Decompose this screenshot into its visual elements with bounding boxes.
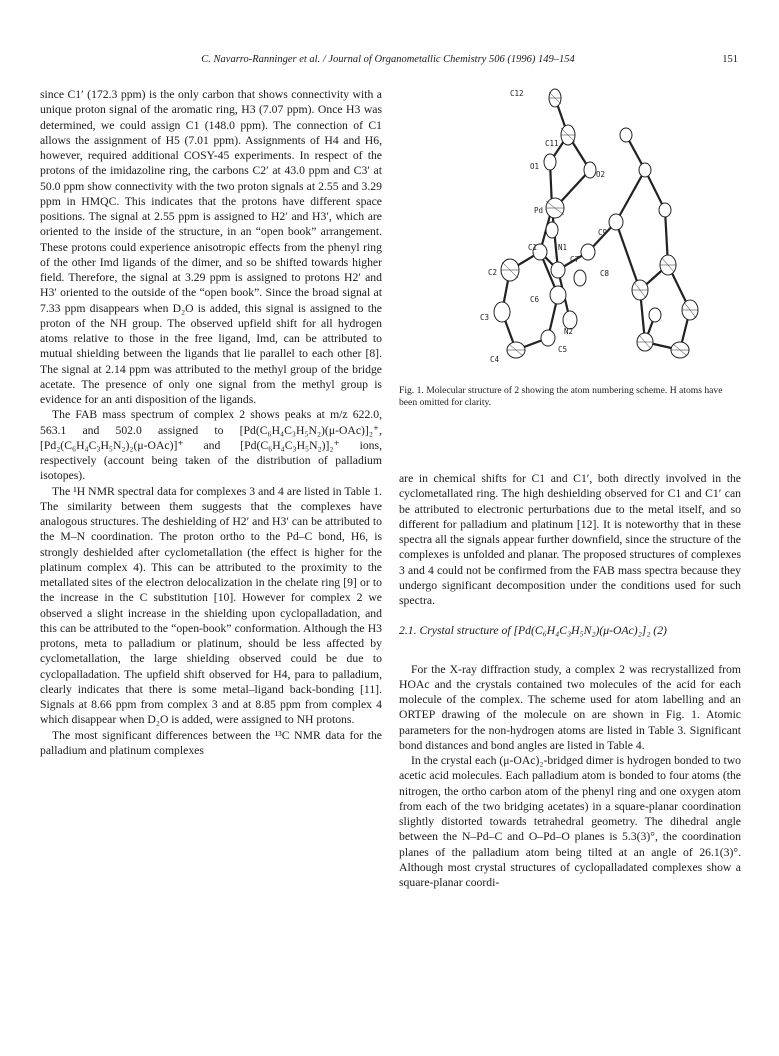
- ortep-figure: [440, 80, 710, 380]
- atom-label: Pd: [534, 206, 544, 215]
- atom-label: O2: [596, 170, 606, 179]
- atom-label: C3: [480, 313, 490, 322]
- section-heading: 2.1. Crystal structure of [Pd(C₆H₄C₃H₅N₂)(μ-OAc)₂]₂ (2): [399, 624, 667, 638]
- paragraph: For the X-ray diffraction study, a complex 2 was recrystallized from HOAc and the crystals contained two molecules of the acid for each molecule of the complex. The scheme used for atom labelling and an ORTEP drawing of the molecule on are shown in Fig. 1. Atomic parameters for the non-hydrogen atoms are listed in Table 3. Significant bond distances and bond angles are listed in Table 4.: [399, 662, 741, 752]
- running-head: C. Navarro-Ranninger et al. / Journal of Organometallic Chemistry 506 (1996) 149–154: [201, 54, 575, 65]
- atom-label: C4: [490, 355, 500, 364]
- atom-label: C12: [510, 89, 524, 98]
- molecular-structure-drawing: [440, 80, 710, 380]
- figure-caption: Fig. 1. Molecular structure of 2 showing the atom numbering scheme. H atoms have been omitted for clarity.: [399, 385, 723, 408]
- atom-label: C1: [528, 243, 538, 252]
- paragraph: The ¹H NMR spectral data for complexes 3 and 4 are listed in Table 1. The similarity between them suggests that the complexes have analogous structures. The deshielding of H2′ and H3′ can be attributed to the M–N coordination. The proton ortho to the Pd–C bond, H6, is strongly deshielded after cyclometallation (the effect is higher for the platinum complex 4). This can be attributed to the proximity to the metallated sites of the electron delocalization in the chelate ring [9] or to the increase in the C substitution [10]. However for complex 2 we observed a slight increase in the shielding upon cyclopalladation, and this can be attributed to the “open-book” conformation. Although the H3 protons, meta to palladium or platinum, should be less affected by cyclometallation, the large shielding observed could be due to cyclopalladation. The upfield shift observed for H4, para to palladium, clearly indicates that there is some metal–ligand back-bonding [11]. Signals at 8.66 ppm from complex 3 and at 8.85 ppm from complex 4 which disappear when D₂O is added, were assigned to NH protons.: [40, 484, 382, 727]
- paragraph: The most significant differences between the ¹³C NMR data for the palladium and platinum complexes: [40, 728, 382, 757]
- atom-label: C7: [570, 255, 580, 264]
- paragraph: since C1′ (172.3 ppm) is the only carbon that shows connectivity with a unique proton signal of the aromatic ring, H3 (7.07 ppm). Once H3 was determined, we could assign C1 (148.0 ppm). The connection of C1 allows the assignment of H5 (7.01 ppm). Assignments of H4 and H6, however, required additional COSY-45 experiments. In respect of the protons of the imidazoline ring, the carbons C2′ at 43.0 ppm and C3′ at 50.0 ppm show connectivity with the two proton signals at 2.55 and 3.29 ppm in HMQC. This indicates that the protons have different space positions. The signal at 2.55 ppm is assigned to H2′ and H3′, which are oriented to the inside of the structure, in an “open book” arrangement. These protons could experience anisotropic effects from the phenyl ring of the other Imd ligands of the dimer, and so be shifted towards higher field. Therefore, the signal at 3.29 ppm is assigned to protons H2′ and H3′ oriented to the outside of the “open book”. Since the broad signal at 7.33 ppm disappears when D₂O is added, this signal is assigned to the proton of the NH group. The observed upfield shift for all hydrogen atoms relative to those in the free ligand, Imd, can be attributed to mutual shielding between the ligands that lie parallel to each other [8]. The signal at 2.14 ppm was attributed to the methyl group of the bridge acetate. The presence of only one signal from the methyl group is evidence for an anti disposition of the ligands.: [40, 88, 382, 406]
- page-number: 151: [722, 54, 738, 65]
- atom-label: C2: [488, 268, 498, 277]
- paragraph: In the crystal each (μ-OAc)₂-bridged dimer is hydrogen bonded to two acetic acid molecules. Each palladium atom is bonded to four atoms (the nitrogen, the ortho carbon atom of the phenyl ring and one oxygen atom from each of the two bridging acetates) in a square-planar coordination slightly distorted towards tetrahedral geometry. The dihedral angle between the N–Pd–C and O–Pd–O planes is 5.3(3)°, the coordination planes of the palladium atom being tilted at an angle of 26.1(3)°. Although most crystal structures of cyclopalladated complexes show a square-planar coordi-: [399, 754, 741, 889]
- paragraph: The FAB mass spectrum of complex 2 shows peaks at m/z 622.0, 563.1 and 502.0 assigned to [Pd(C₆H₄C₃H₅N₂)(μ-OAc)]₂⁺, [Pd₂(C₆H₄C₃H₅N₂)₂(μ-OAc)]⁺ and [Pd(C₆H₄C₃H₅N₂)]₂⁺ ions, respectively (account being taken of the distribution of palladium isotopes).: [40, 408, 382, 483]
- atom-label: C11: [545, 139, 559, 148]
- paragraph: are in chemical shifts for C1 and C1′, both directly involved in the cyclometallated ring. The high deshielding observed for C1 and C1′ can be attributed to electronic perturbations due to the metal itself, and so different for palladium and platinum [12]. It is noteworthy that in these spectra all the signals appear further downfield, since the structure of the complexes is unfolded and planar. The proposed structures of complexes 3 and 4 could not be confirmed from the FAB mass spectra because they undergo significant decomposition under the conditions used for such spectra.: [399, 472, 741, 607]
- atom-label: C5: [558, 345, 568, 354]
- atom-label: N2: [564, 327, 574, 336]
- right-column: [399, 471, 741, 890]
- running-header: [38, 54, 738, 70]
- atom-label: C6: [530, 295, 540, 304]
- atom-label: O1: [530, 162, 540, 171]
- atom-label: C8: [600, 269, 610, 278]
- atom-label: C9: [598, 228, 608, 237]
- atom-label: N1: [558, 243, 568, 252]
- left-column: [40, 87, 382, 758]
